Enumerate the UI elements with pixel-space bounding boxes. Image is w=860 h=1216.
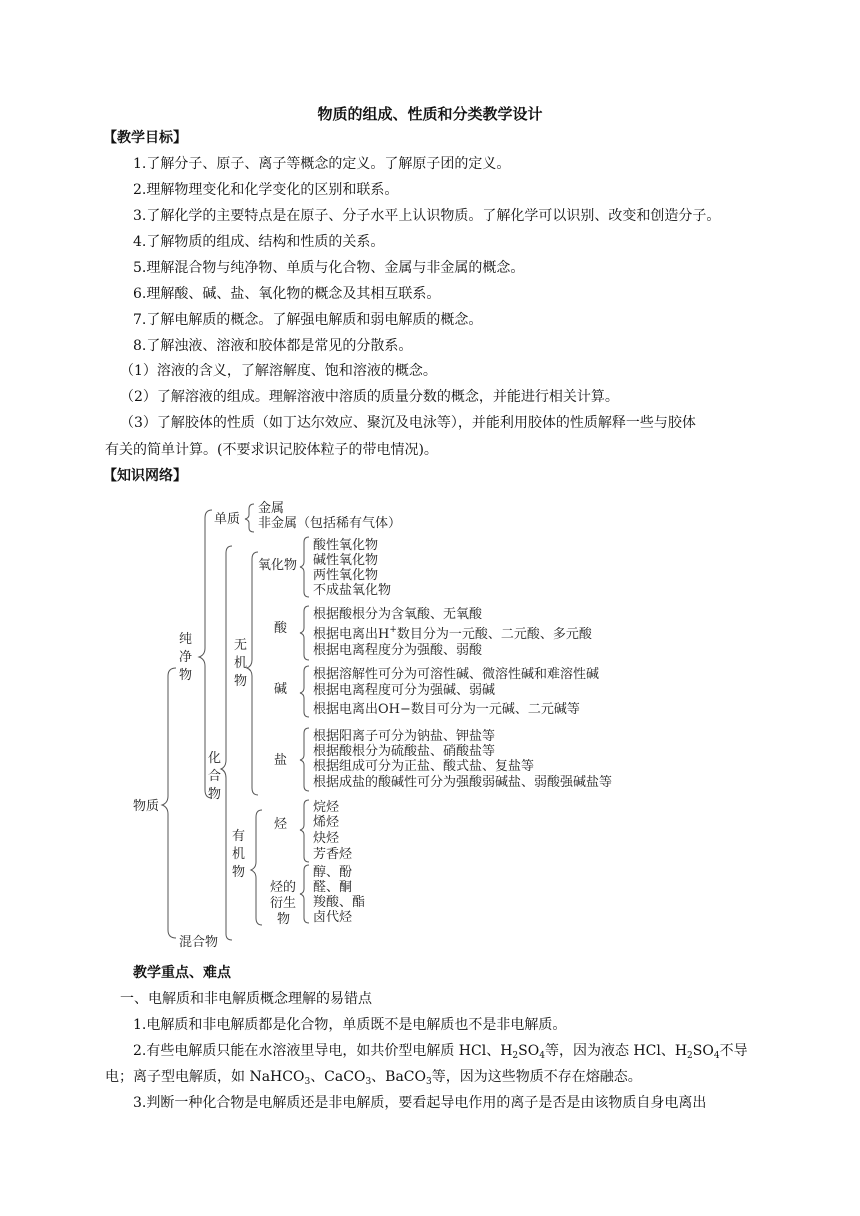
oxide-child: 两性氧化物: [313, 568, 379, 583]
salt-child: 根据酸根分为硫酸盐、硝酸盐等: [313, 744, 496, 759]
salt-child: 根据成盐的酸碱性可分为强酸弱碱盐、弱酸强碱盐等: [313, 775, 613, 790]
derivative-child: 羧酸、酯: [313, 895, 366, 910]
element-child: 非金属（包括稀有气体）: [258, 516, 402, 531]
objective-item: 6.理解酸、碱、盐、氧化物的概念及其相互联系。: [133, 286, 441, 302]
objectives-heading: 【教学目标】: [103, 130, 187, 146]
base-label: 碱: [274, 682, 288, 697]
network-heading: 【知识网络】: [103, 468, 187, 484]
oxide-child: 碱性氧化物: [313, 553, 379, 568]
oxide-label: 氧化物: [258, 558, 298, 573]
keypoint-paragraph: 1.电解质和非电解质都是化合物，单质既不是电解质也不是非电解质。: [133, 1017, 567, 1033]
keypoint-paragraph: 2.有些电解质只能在水溶液里导电，如共价型电解质 HCl、$H_2SO_4$等，因为液态 HCl、$H_2SO_4$不导: [133, 1043, 748, 1061]
acid-child: 根据电离程度分为强酸、弱酸: [313, 643, 483, 658]
brace-hydrocarbon: [300, 800, 309, 862]
brace-oxide: [300, 537, 309, 597]
pure-label-3: 物: [179, 668, 193, 683]
derivative-label-3: 物: [277, 912, 291, 927]
objective-subitem: （2）了解溶液的组成。理解溶液中溶质的质量分数的概念，并能进行相关计算。: [120, 389, 619, 405]
acid-child-hplus: 根据电离出H+数目分为一元酸、二元酸、多元酸: [313, 625, 592, 642]
derivative-child: 醇、酚: [313, 865, 353, 880]
objective-item: 7.了解电解质的概念。了解强电解质和弱电解质的概念。: [133, 312, 483, 328]
organic-label-3: 物: [232, 865, 246, 880]
oxide-child: 酸性氧化物: [313, 538, 379, 553]
derivative-child: 醛、酮: [313, 880, 353, 895]
element-label: 单质: [214, 512, 241, 527]
element-child: 金属: [258, 501, 285, 516]
objective-item: 8.了解浊液、溶液和胶体都是常见的分散系。: [133, 338, 413, 354]
keypoints-heading: 教学重点、难点: [133, 965, 231, 981]
brace-compound: [221, 546, 232, 940]
objective-item: 5.理解混合物与纯净物、单质与化合物、金属与非金属的概念。: [133, 260, 525, 276]
brace-derivative: [300, 865, 309, 923]
hydrocarbon-child: 烷烃: [313, 800, 340, 815]
pure-label-2: 净: [179, 650, 193, 665]
acid-label: 酸: [274, 621, 288, 636]
base-child: 根据溶解性可分为可溶性碱、微溶性碱和难溶性碱: [313, 667, 600, 682]
base-child-oh: 根据电离出OH−数目可分为一元碱、二元碱等: [313, 702, 580, 717]
objective-item: 2.理解物理变化和化学变化的区别和联系。: [133, 182, 399, 198]
brace-element: [245, 504, 254, 532]
base-child: 根据电离程度可分为强碱、弱碱: [313, 683, 496, 698]
compound-label-3: 物: [208, 787, 222, 802]
objective-item: 3.了解化学的主要特点是在原子、分子水平上认识物质。了解化学可以识别、改变和创造分子。: [133, 208, 721, 224]
objective-item: 1.了解分子、原子、离子等概念的定义。了解原子团的定义。: [133, 156, 511, 172]
keypoint-paragraph: 3.判断一种化合物是电解质还是非电解质，要看起导电作用的离子是否是由该物质自身电离出: [133, 1095, 707, 1111]
keypoint-paragraph-cont: 电；离子型电解质，如 NaHCO$_3$、CaCO$_3$、BaCO$_3$等，因为这些物质不存在熔融态。: [105, 1069, 642, 1087]
mixture-label: 混合物: [179, 935, 219, 950]
organic-label-2: 机: [232, 847, 246, 862]
page-title: 物质的组成、性质和分类教学设计: [317, 105, 543, 123]
salt-child: 根据组成可分为正盐、酸式盐、复盐等: [313, 759, 535, 774]
compound-label-2: 合: [208, 769, 222, 784]
brace-organic: [251, 810, 262, 925]
derivative-label-1: 烃的: [270, 880, 297, 895]
salt-child: 根据阳离子可分为钠盐、钾盐等: [313, 729, 496, 744]
objective-item: 4.了解物质的组成、结构和性质的关系。: [133, 234, 385, 250]
root-label: 物质: [133, 799, 160, 814]
brace-base: [300, 666, 309, 717]
acid-child: 根据酸根分为含氧酸、无氧酸: [313, 607, 483, 622]
objective-subitem-cont: 有关的简单计算。(不要求识记胶体粒子的带电情况)。: [105, 442, 438, 458]
derivative-child: 卤代烃: [313, 910, 353, 925]
derivative-label-2: 衍生: [270, 896, 297, 911]
inorganic-label-1: 无: [234, 638, 248, 653]
hydrocarbon-child: 烯烃: [313, 815, 340, 830]
pure-label-1: 纯: [179, 632, 193, 647]
brace-salt: [300, 728, 309, 791]
compound-label-1: 化: [208, 751, 222, 766]
hydrocarbon-label: 烃: [274, 817, 288, 832]
oxide-child: 不成盐氧化物: [313, 583, 392, 598]
inorganic-label-3: 物: [234, 674, 248, 689]
salt-label: 盐: [274, 753, 288, 768]
objective-subitem: （1）溶液的含义，了解溶解度、饱和溶液的概念。: [120, 363, 437, 379]
keypoints-section: 一、电解质和非电解质概念理解的易错点: [120, 991, 372, 1007]
inorganic-label-2: 机: [234, 656, 248, 671]
hydrocarbon-child: 芳香烃: [313, 847, 353, 862]
hydrocarbon-child: 炔烃: [313, 831, 340, 846]
brace-acid: [300, 606, 309, 660]
objective-subitem: （3）了解胶体的性质（如丁达尔效应、聚沉及电泳等），并能利用胶体的性质解释一些与胶体: [120, 415, 696, 431]
brace-inorganic: [247, 552, 258, 795]
brace-root: [162, 668, 176, 938]
organic-label-1: 有: [232, 829, 246, 844]
